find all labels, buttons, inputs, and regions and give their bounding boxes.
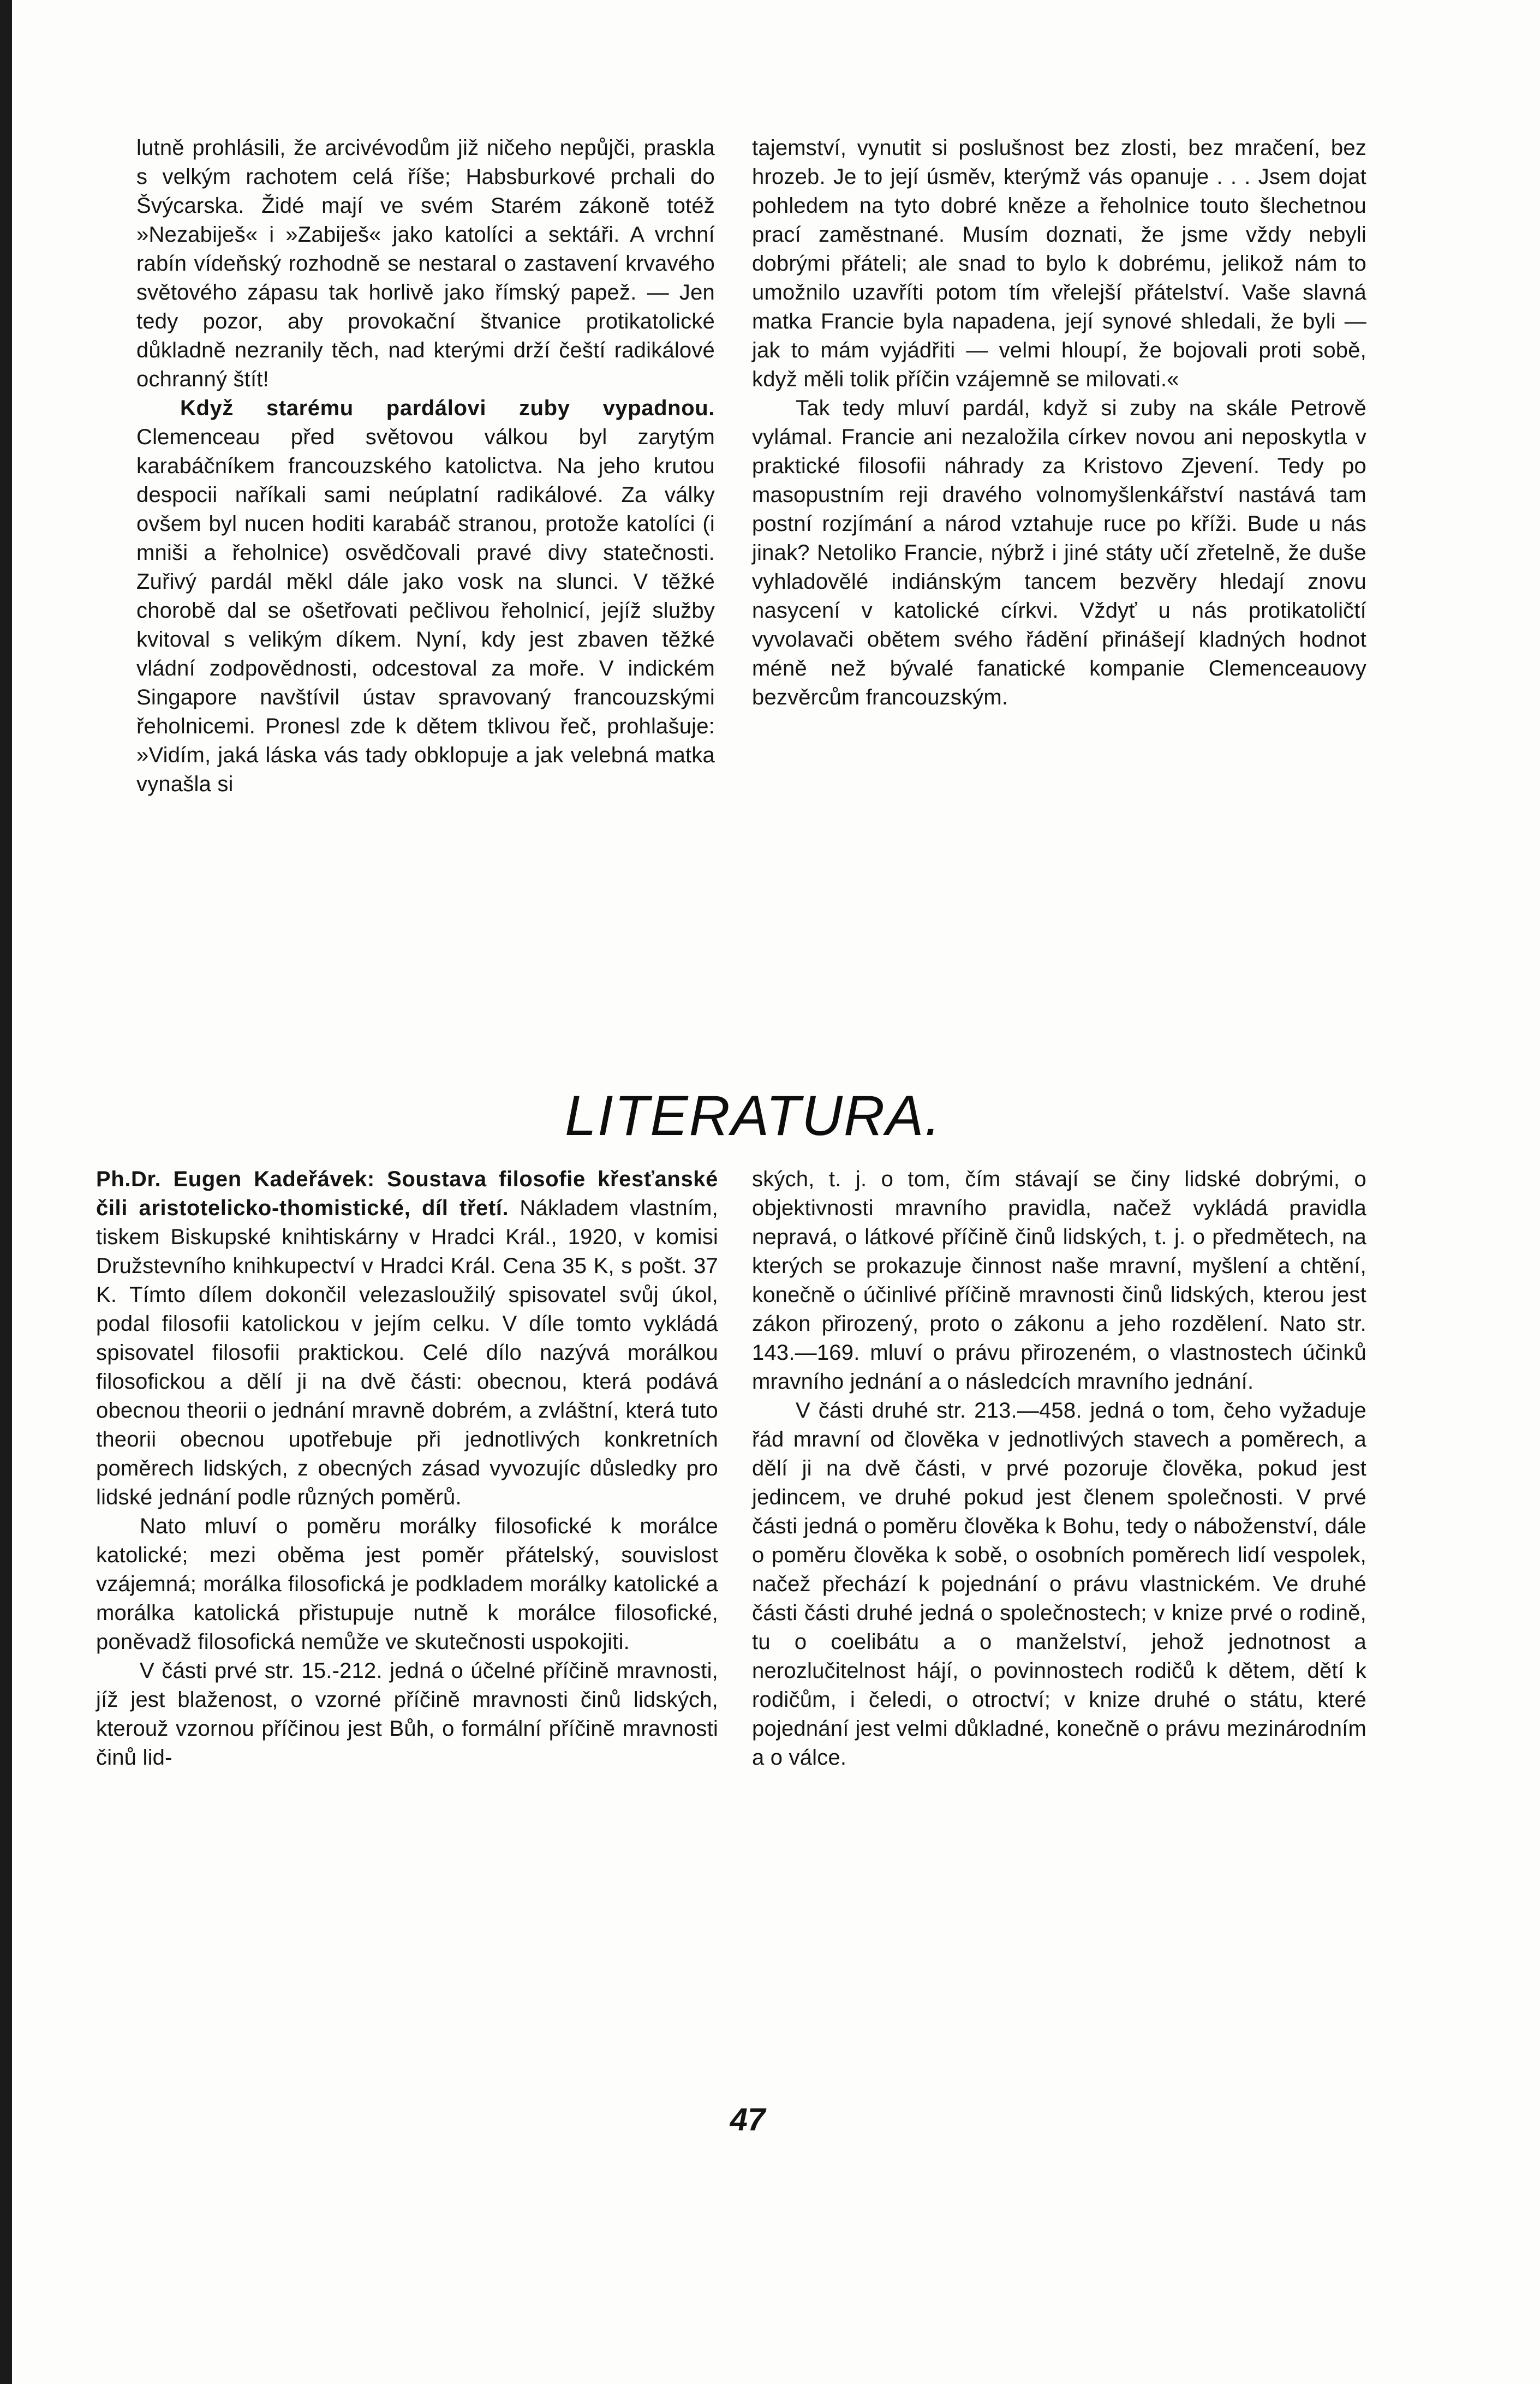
paragraph-leopard-speaks: Tak tedy mluví pardál, když si zuby na skále Petrově vylámal. Francie ani nezaložila církev novou ani neposkytla v praktické filosofii náhrady za Kristovo Zjevení. Tedy po masopustním reji dravého volnomyšlenkářství nastává tam postní rozjímání a národ vztahuje ruce po kříži. Bude u nás jinak? Netoliko Francie, nýbrž i jiné státy učí zřetelně, že duše vyhladovělé indiánským tancem bezvěry hledají znovu nasycení v katolické církvi. Vždyť u nás protikatoličtí vyvolavači obětem svého řádění přinášejí kladných hodnot méně než bývalé fanatické kompanie Clemenceauovy bezvěrcům francouzským. bbox=[752, 396, 1366, 709]
top-left-column bbox=[136, 134, 715, 1029]
bottom-left-column bbox=[96, 1165, 718, 2164]
paragraph-morality-relation: Nato mluví o poměru morálky filosofické k morálce katolické; mezi oběma jest poměr přátelský, souvislost vzájemná; morálka filosofická je podkladem morálky katolické a morálka katolická přistupuje nutně k morálce filosofické, poněvadž filosofická nemůže ve skutečnosti uspokojiti. bbox=[96, 1514, 718, 1654]
paragraph-old-leopard bbox=[136, 394, 715, 799]
top-right-column bbox=[752, 134, 1366, 979]
bottom-right-column bbox=[752, 1165, 1366, 2164]
section-heading-literatura: LITERATURA. bbox=[565, 1084, 942, 1148]
section-title-old-leopard: Když starému pardálovi zuby vypadnou. bbox=[180, 396, 715, 420]
paragraph-old-leopard-text: Clemenceau před světovou válkou byl zarytým karabáčníkem francouzského katolictva. Na jeho krutou despocii naříkali sami neúplatní radikálové. Za války ovšem byl nucen hoditi karabáč stranou, protože katolíci (i mniši a řeholnice) osvědčovali pravé divy statečnosti. Zuřivý pardál měkl dále jako vosk na slunci. V těžké chorobě dal se ošetřovati pečlivou řeholnicí, jejíž služby kvitoval s velikým díkem. Nyní, kdy jest zbaven těžké vládní zodpovědnosti, odcestoval za moře. V indickém Singapore navštívil ústav spravovaný francouzskými řeholnicemi. Pronesl zde k dětem tklivou řeč, prohlašuje: »Vidím, jaká láska vás tady obklopuje a jak velebná matka vynašla si bbox=[136, 425, 715, 796]
paragraph-clerical-radicals: lutně prohlásili, že arcivévodům již ničeho nepůjči, praskla s velkým rachotem celá říše; Habsburkové prchali do Švýcarska. Židé mají ve svém Starém zákoně totéž »Nezabiješ« i »Zabiješ« jako katolíci a sektáři. A vrchní rabín vídeňský rozhodně se nestaral o zastavení krvavého světového zápasu tak horlivě jako římský papež. — Jen tedy pozor, aby provokační štvanice protikatolické důkladně nezranily těch, nad kterými drží čeští radikálové ochranný štít! bbox=[136, 136, 715, 391]
paragraph-part-one: V části prvé str. 15.-212. jedná o účelné příčině mravnosti, jíž jest blaženost, o vzorné příčině mravnosti činů lidských, kterouž vzornou příčinou jest Bůh, o formální příčině mravnosti činů lid- bbox=[96, 1659, 718, 1770]
scan-edge-shadow bbox=[0, 0, 12, 2384]
page-number: 47 bbox=[730, 2102, 766, 2137]
paragraph-book-review-intro bbox=[96, 1165, 718, 1512]
paragraph-part-one-continued: ských, t. j. o tom, čím stávají se činy lidské dobrými, o objektivnosti mravního pravidla, načež vykládá pravidla nepravá, o látkové příčině činů lidských, t. j. o předmětech, na kterých se prokazuje činnost naše mravní, myšlení a chtění, konečně o účinlivé příčině mravnosti činů lidských, kterou jest zákon přirozený, proto o zákonu a jeho rozdělení. Nato str. 143.—169. mluví o právu přirozeném, o vlastnostech účinků mravního jednání a o následcích mravního jednání. bbox=[752, 1167, 1366, 1394]
book-review-intro-text: Nákladem vlastním, tiskem Biskupské knihtiskárny v Hradci Král., 1920, v komisi Družstevního knihkupectví v Hradci Král. Cena 35 K, s pošt. 37 K. Tímto dílem dokončil velezasloužilý spisovatel svůj úkol, podal filosofii katolickou v jejím celku. V díle tomto vykládá spisovatel filosofii praktickou. Celé dílo nazývá morálkou filosofickou a dělí ji na dvě části: obecnou, která podává obecnou theorii o jednání mravně dobrém, a zvláštní, která tuto theorii obecnou upotřebuje při jednotlivých konkretních poměrech lidských, z obecných zásad vyvozujíc důsledky pro lidské jednání podle různých poměrů. bbox=[96, 1196, 718, 1509]
book-title: Ph.Dr. Eugen Kadeřávek: Soustava filosofie křesťanské čili aristotelicko-thomistické, díl třetí. bbox=[96, 1167, 718, 1220]
paragraph-part-two: V části druhé str. 213.—458. jedná o tom, čeho vyžaduje řád mravní od člověka v jednotlivých stavech a poměrech, a dělí ji na dvě části, v prvé pozoruje člověka, pokud jest jedincem, ve druhé pokud jest členem společnosti. V prvé části jedná o poměru člověka k Bohu, tedy o náboženství, dále o poměru člověka k sobě, o osobních poměrech lidí vespolek, načež přechází k pojednání o právu vlastnickém. Ve druhé části části druhé jedná o společnostech; v knize prvé o rodině, tu o coelibátu a o manželství, jehož jednotnost a nerozlučitelnost hájí, o povinnostech rodičů k dětem, dětí k rodičům, i čeledi, o otroctví; v knize druhé o státu, které pojednání jest velmi důkladné, konečně o právu mezinárodním a o válce. bbox=[752, 1399, 1366, 1770]
paragraph-clemenceau-quote: tajemství, vynutit si poslušnost bez zlosti, bez mračení, bez hrozeb. Je to její úsměv, kterýmž vás opanuje . . . Jsem dojat pohledem na tyto dobré kněze a řeholnice touto šlechetnou prací zaměstnané. Musím doznati, že jsme vždy nebyli dobrými přáteli; ale snad to bylo k dobrému, jelikož nám to umožnilo uzavříti potom tím vřelejší přátelství. Vaše slavná matka Francie byla napadena, její synové shledali, že byli — jak to mám vyjádřiti — velmi hloupí, že bojovali proti sobě, když měli tolik příčin vzájemně se milovati.« bbox=[752, 136, 1366, 391]
